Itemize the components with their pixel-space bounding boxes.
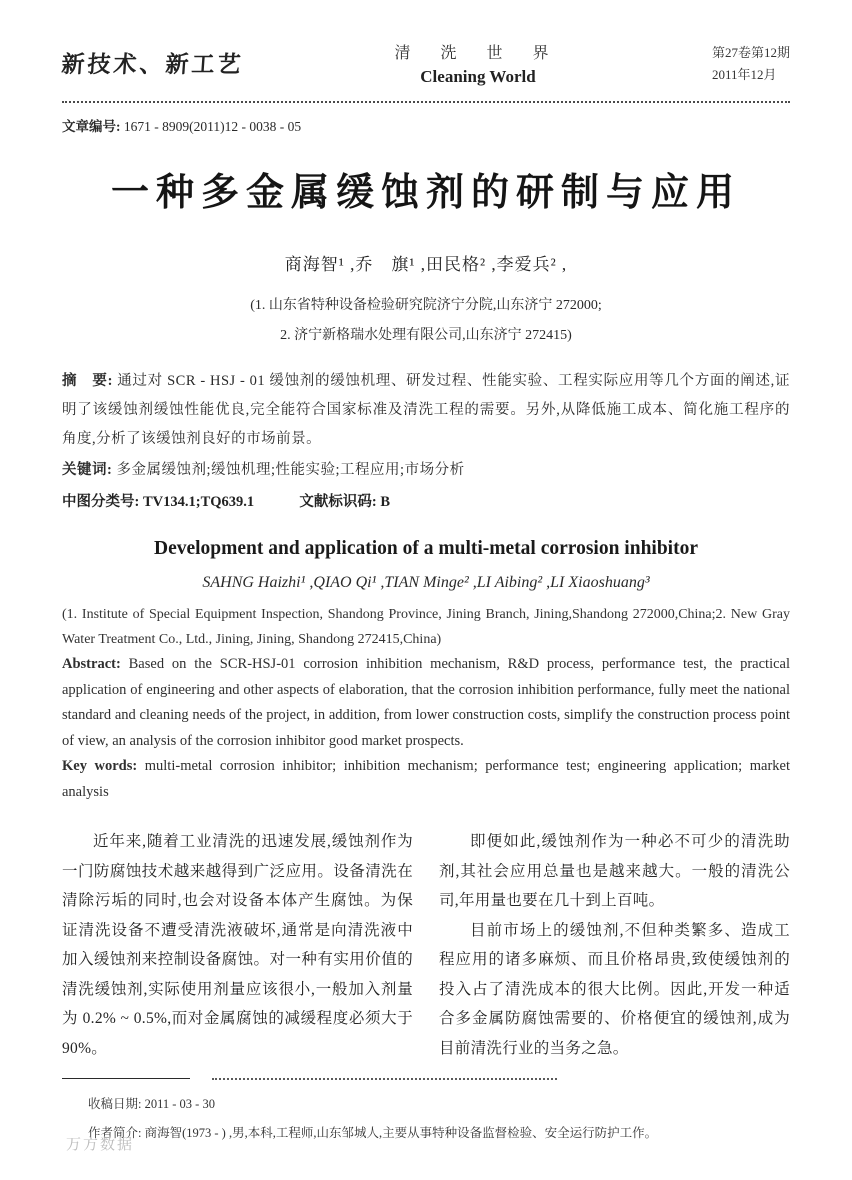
clc-value: TV134.1;TQ639.1 [142,494,255,510]
abstract-cn-text: 通过对 SCR - HSJ - 01 缓蚀剂的缓蚀机理、研发过程、性能实验、工程实际应用等几个方面的阐述,证明了该缓蚀剂缓蚀性能优良,完全能符合国家标准及清洗工程的需要。另外,从降低施工成本、简化施工程序的角度,分析了该缓蚀剂良好的市场前景。 [62,373,790,447]
authors-en: SAHNG Haizhi¹ ,QIAO Qi¹ ,TIAN Minge² ,LI Aibing² ,LI Xiaoshuang³ [202,574,650,591]
clc-label: 中图分类号: [62,494,140,510]
article-title-cn: 一种多金属缓蚀剂的研制与应用 [110,172,741,214]
doc-code-value: B [380,494,391,510]
abstract-en [62,652,790,754]
abstract-en-label: Abstract: [62,656,121,672]
author-bio-label: 作者简介: [88,1126,142,1140]
keywords-en-text: multi-metal corrosion inhibitor; inhibition mechanism; performance test; engineering application; market analysis [62,758,790,800]
affiliation-en: (1. Institute of Special Equipment Inspection, Shandong Province, Jining Branch, Jining,Shandong 272000,China;2. New Gray Water Treatment Co., Ltd., Jining, Jining, Shandong 272415,China) [62,607,790,647]
journal-header [62,36,790,103]
body-paragraph: 目前市场上的缓蚀剂,不但种类繁多、造成工程应用的诸多麻烦、而且价格昂贵,致使缓蚀剂的投入占了清洗成本的很大比例。因此,开发一种适合多金属防腐蚀需要的、价格便宜的缓蚀剂,成为目前清洗行业的当务之急。 [439,921,790,1057]
article-number-line [62,115,790,135]
footnote-divider [62,1077,790,1080]
keywords-cn-label: 关键词: [62,462,113,478]
column-label: 新技术、新工艺 [60,51,245,77]
body-column-left [62,827,413,1063]
wanfang-watermark: 万方数据 [66,1137,135,1153]
footnote-divider-dotted [212,1078,557,1080]
keywords-cn-text: 多金属缓蚀剂;缓蚀机理;性能实验;工程应用;市场分析 [116,462,465,478]
journal-name-en: Cleaning World [420,67,536,86]
body-column-right [439,827,790,1063]
body-paragraph: 近年来,随着工业清洗的迅速发展,缓蚀剂作为一门防腐蚀技术越来越得到广泛应用。设备清洗在清除污垢的同时,也会对设备本体产生腐蚀。为保证清洗设备不遭受清洗液破坏,通常是向清洗液中加入缓蚀剂来控制设备腐蚀。对一种有实用价值的清洗缓蚀剂,实际使用剂量应该很小,一般加入剂量为 0.2% ~ 0.5%,而对金属腐蚀的减缓程度必须大于 90%。 [62,833,413,1057]
article-number-value: 1671 - 8909(2011)12 - 0038 - 05 [123,119,302,134]
received-date-value: 2011 - 03 - 30 [144,1097,215,1111]
affiliations-cn [62,291,790,351]
keywords-en [62,754,790,805]
footnotes [62,1090,790,1148]
affiliation-cn-1: (1. 山东省特种设备检验研究院济宁分院,山东济宁 272000; [250,298,602,313]
abstract-cn-label: 摘 要: [62,373,113,389]
journal-name-cn: 清 洗 世 界 [394,45,562,62]
clc-line [62,488,790,516]
body-columns [62,827,790,1063]
received-date-label: 收稿日期: [88,1097,142,1111]
affiliation-cn-2: 2. 济宁新格瑞水处理有限公司,山东济宁 272415) [280,328,572,343]
footnote-divider-solid [62,1078,190,1079]
issue-date: 2011年12月 [711,67,777,82]
journal-name-block [394,36,561,87]
body-paragraph: 即便如此,缓蚀剂作为一种必不可少的清洗助剂,其社会应用总量也是越来越大。一般的清洗公司,年用量也要在几十到上百吨。 [439,833,790,909]
keywords-cn [62,456,790,484]
abstract-en-text: Based on the SCR-HSJ-01 corrosion inhibition mechanism, R&D process, performance test, the practical application of engineering and other aspects of elaboration, that the corrosion inhibition performance, fully meet the national standard and cleaning needs of the project, in addition, from lower construction costs, simplify the construction process point of view, an analysis of the corrosion inhibitor good market prospects. [62,656,791,749]
issue-number: 第27卷第12期 [711,45,790,60]
abstract-cn [62,367,790,454]
doc-code-label: 文献标识码: [299,494,377,510]
issue-info [712,36,790,86]
author-bio-line [88,1119,790,1148]
received-date-line [88,1090,790,1119]
article-title-en: Development and application of a multi-metal corrosion inhibitor [153,538,698,559]
authors-cn: 商海智¹ ,乔 旗¹ ,田民格² ,李爱兵² , [284,255,568,274]
author-bio-value: 商海智(1973 - ) ,男,本科,工程师,山东邹城人,主要从事特种设备监督检验、安全运行防护工作。 [144,1126,658,1140]
keywords-en-label: Key words: [62,758,138,774]
article-number-label: 文章编号: [62,119,121,134]
